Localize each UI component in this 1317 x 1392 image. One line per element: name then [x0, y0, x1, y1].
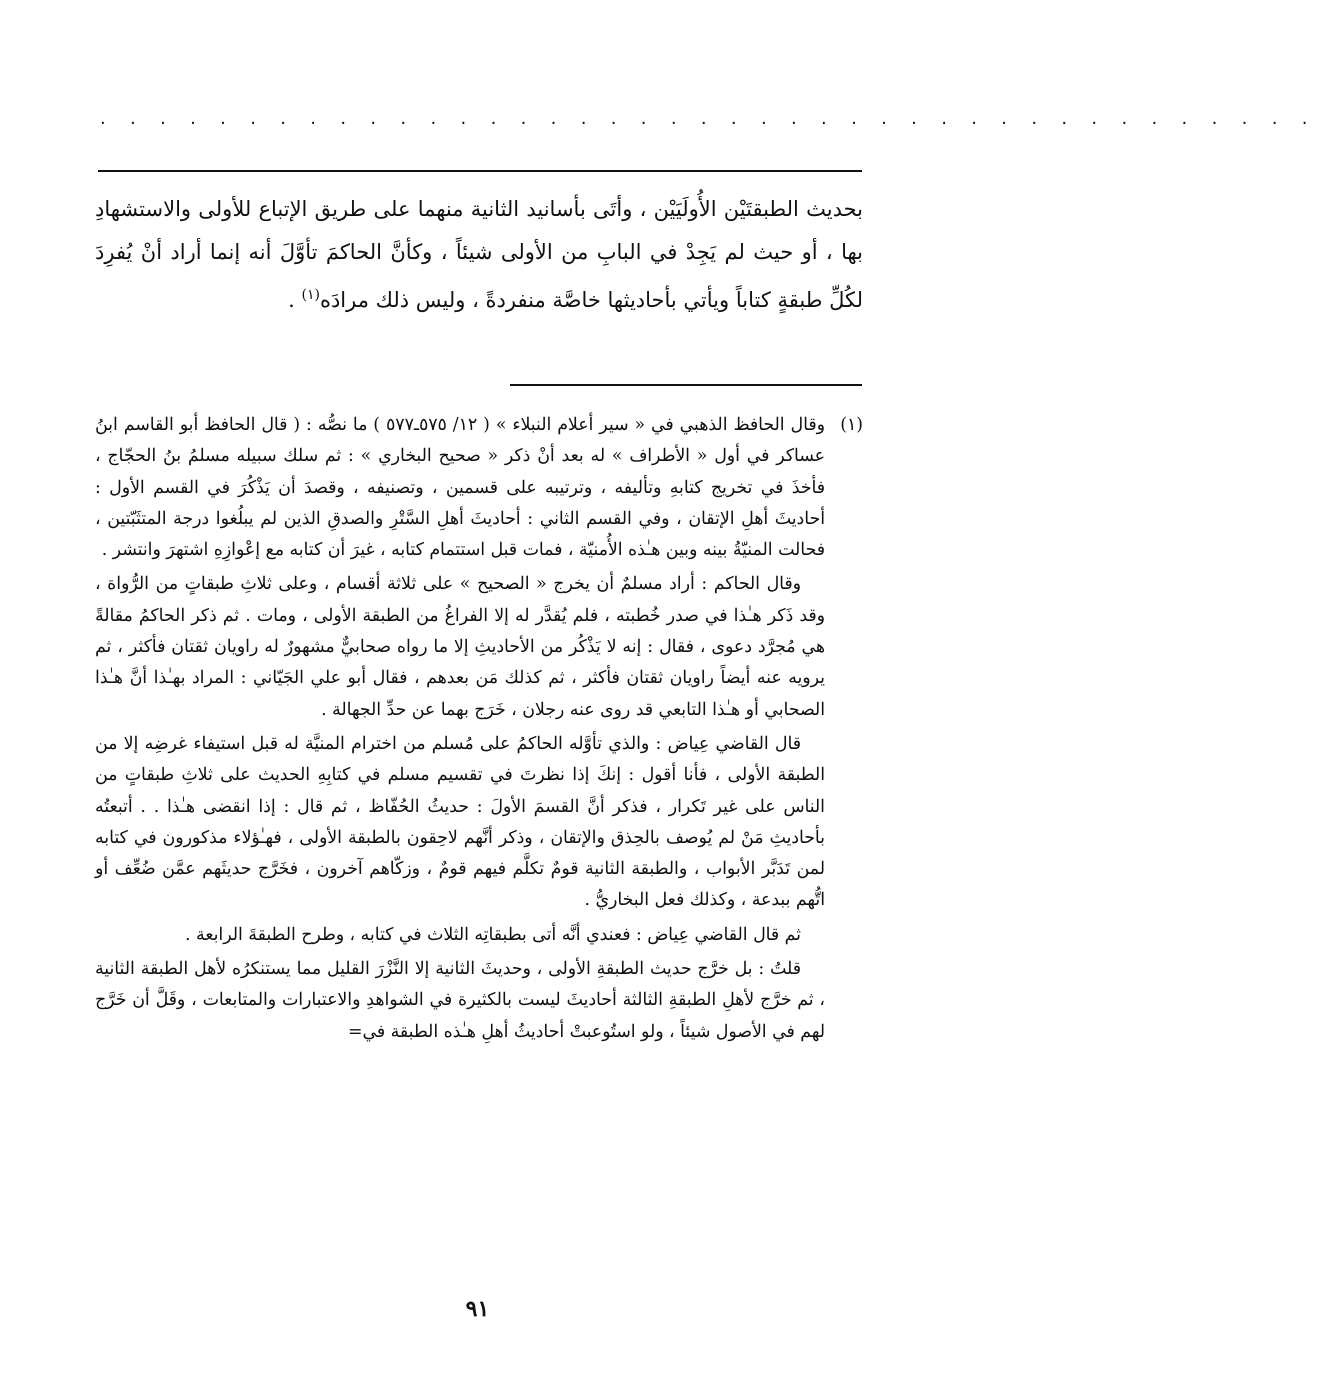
- footnote-paragraph: ثم قال القاضي عِياض : فعندي أنَّه أتى بطبقاتِه الثلاث في كتابه ، وطرح الطبقةَ الرابعة .: [185, 924, 801, 945]
- footnote-paragraph: وقال الحاكم : أراد مسلمٌ أن يخرج « الصحيح » على ثلاثة أقسام ، وعلى ثلاثِ طبقاتٍ من الرُّواة ، وقد ذَكر هـٰذا في صدر خُطبته ، فلم يُقدَّر له إلا الفراغُ من الطبقة الأولى ، ومات . ثم ذكر الحاكمُ مقالةً هي مُجرَّد دعوى ، فقال : إنه لا يَذْكُر من الأحاديثِ إلا ما رواه صحابيٌّ مشهورٌ له راويان ثقتان فأكثر ، ثم يرويه عنه أيضاً راويان ثقتان فأكثر ، ثم كذلك مَن بعدهم ، فقال أبو علي الجَيّاني : المراد بهـٰذا أنَّ هـٰذا الصحابي أو هـٰذا التابعي قد روى عنه رجلان ، خَرَج بهما عن حدِّ الجهالة .: [95, 574, 825, 720]
- main-end-mark: .: [288, 288, 295, 312]
- footnote-separator: [510, 384, 862, 386]
- footnotes-block: [95, 410, 863, 1051]
- main-paragraph: [95, 188, 863, 322]
- footnote-number: (١): [840, 415, 863, 435]
- header-rule: [98, 170, 862, 172]
- footnote-paragraph: قال القاضي عِياض : والذي تأوَّله الحاكمُ على مُسلم من اخترام المنيَّة له قبل استيفاء غرضِه إلا من الطبقة الأولى ، فأنا أقول : إنكَ إذا نظرتَ في تقسيم مسلم في كتابِهِ الحديث على ثلاثِ طبقاتٍ من الناس على غير تَكرار ، فذكر أنَّ القسمَ الأولَ : حديثُ الحُفّاظ ، ثم قال : إذا انقضى هـٰذا . . أتبعتُه بأحاديثِ مَنْ لم يُوصف بالحِذق والإتقان ، وذكر أنَّهم لاحِقون بالطبقة الأولى ، فهـٰؤلاء مذكورون في كتابه لمن تَدَبَّر الأبواب ، والطبقة الثانية قومٌ تكلَّم فيهم قومٌ ، وزكّاهم آخرون ، فخَرَّج حديثَهم عمَّن ضُعِّف أو اتُّهم ببدعة ، وكذلك فعل البخاريُّ .: [95, 733, 825, 911]
- footnote-paragraph: قلتُ : بل خرَّج حديث الطبقةِ الأولى ، وحديثَ الثانية إلا النَّزْرَ القليل مما يستنكرُه لأهل الطبقة الثانية ، ثم خرَّج لأهلِ الطبقةِ الثالثة أحاديثَ ليست بالكثيرة في الشواهدِ والاعتبارات والمتابعات ، وقَلَّ أن خَرَّج لهم في الأصول شيئاً ، ولو استُوعبتْ أحاديثُ أهلِ هـٰذه الطبقة في=: [95, 959, 825, 1042]
- footnote-reference: (١): [301, 287, 320, 303]
- footnote-first: [95, 410, 863, 566]
- main-text-block: [95, 188, 863, 322]
- page-number: ٩١: [465, 1296, 490, 1322]
- footnote-first-text: وقال الحافظ الذهبي في « سير أعلام النبلاء » ( ١٢/ ٥٧٥ـ٥٧٧ ) ما نصُّه : ( قال الحافظ أبو القاسم ابنُ عساكر في أول « الأطراف » له بعد أنْ ذكر « صحيح البخاري » : ثم سلك سبيله مسلمُ بنُ الحجّاج ، فأخذَ في تخريج كتابهِ وتأليفه ، وترتيبه على قسمين ، وتصنيفه ، وقصدَ أن يَذْكُرَ في القسم الأول : أحاديثَ أهلِ الإتقان ، وفي القسم الثاني : أحاديثَ أهلِ السَّتْرِ والصدقِ الذين لم يبلُغوا درجة المتثَبّتين ، فحالت المنيّةُ بينه وبين هـٰذه الأُمنيّة ، فمات قبل استتمام كتابه ، غيرَ أن كتابه مع إعْوازِهِ اشتهرَ وانتشر .: [95, 415, 825, 561]
- main-paragraph-text: بحديث الطبقتَيْن الأُولَيَيْن ، وأتَى بأسانيد الثانية منهما على طريق الإتباع للأولى والاستشهادِ بها ، أو حيث لم يَجِدْ في البابِ من الأولى شيئاً ، وكأنَّ الحاكمَ تأوَّلَ أنه إنما أراد أنْ يُفرِدَ لكُلِّ طبقةٍ كتاباً ويأتي بأحاديثها خاصَّة منفردةً ، وليس ذلك مرادَه: [95, 197, 863, 312]
- header-dotted-line: . . . . . . . . . . . . . . . . . . . . . . . . . . . . . . . . . . . . . . . . .: [100, 108, 1317, 129]
